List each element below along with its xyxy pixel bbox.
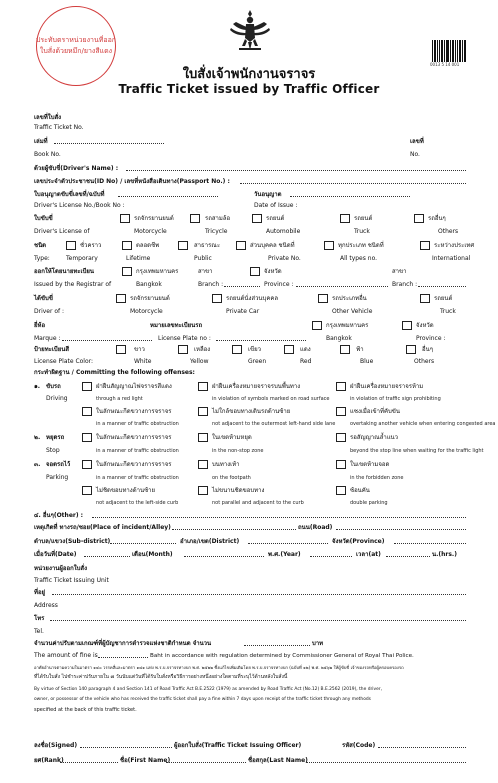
- registrar-province-label-en: Province :: [264, 281, 294, 288]
- license-automobile-label-en: Automobile: [266, 228, 301, 235]
- offense-red-light-label: ฝ่าฝืนสัญญาณไฟจราจรสีแดง: [96, 383, 172, 390]
- plate-province-label-en: Province :: [416, 335, 446, 342]
- offenses-header: กระทำผิดฐาน / Committing the following offenses:: [34, 369, 195, 376]
- color-green-label-en: Green: [248, 358, 267, 365]
- license-others-label: รถอื่นๆ: [428, 215, 446, 222]
- kind-temporary-label: ชั่วคราว: [80, 242, 102, 249]
- license-type-label-th: ใบขับขี่: [34, 215, 53, 222]
- book-no-label-en: Book No.: [34, 151, 61, 158]
- rank-label: ยศ(Rank): [34, 757, 64, 764]
- color-white-label: ขาว: [134, 346, 145, 353]
- license-others-label-en: Others: [438, 228, 459, 235]
- vehicle-label-en: Driver of :: [34, 308, 65, 315]
- license-motorcycle-label-en: Motorcycle: [134, 228, 167, 235]
- color-yellow-label: เหลือง: [194, 346, 211, 353]
- issue-date-label-th: วันอนุญาต: [254, 191, 282, 198]
- ticket-no-label-en: Traffic Ticket No.: [34, 124, 84, 131]
- park-footpath-label-en: on the footpath: [212, 475, 251, 481]
- kind-international-label: ระหว่างประเทศ: [434, 242, 475, 249]
- offense-parking-label-en: Parking: [46, 474, 69, 481]
- stop-non-stop-zone-label-en: in the non-stop zone: [212, 448, 264, 454]
- license-truck-label: รถยนต์: [354, 215, 373, 222]
- park-obstruction-label-en: in a manner of traffic obstruction: [96, 475, 179, 481]
- marque-label-th: ยี่ห้อ: [34, 322, 46, 329]
- kind-all-types-checkbox[interactable]: [324, 241, 334, 250]
- code-field[interactable]: [378, 747, 466, 748]
- address-field[interactable]: [52, 594, 466, 595]
- incident-place-label: เหตุเกิดที่ ทางรถ/ซอย(Place of incident/Alley): [34, 524, 171, 531]
- garuda-emblem-icon: [228, 8, 272, 54]
- vehicle-other-label: รถประเภทอื่น: [332, 295, 367, 302]
- offense-red-light-label-en: through a red light: [96, 396, 143, 402]
- tel-label-en: Tel.: [34, 628, 44, 635]
- driver-id-field[interactable]: [240, 183, 466, 184]
- vehicle-private-car-label-en: Private Car: [226, 308, 260, 315]
- park-parallel-label-en: not parallel and adjacent to the curb: [212, 500, 304, 506]
- signed-label: ลงชื่อ(Signed): [34, 742, 78, 749]
- color-green-label: เขียว: [248, 346, 262, 353]
- hrs-label: น.(hrs.): [432, 551, 457, 558]
- stop-beyond-line-checkbox[interactable]: [336, 433, 346, 442]
- road-field[interactable]: [336, 529, 466, 530]
- vehicle-other-label-en: Other Vehicle: [332, 308, 373, 315]
- park-obstruction-checkbox[interactable]: [82, 460, 92, 469]
- vehicle-motorcycle-checkbox[interactable]: [116, 294, 126, 303]
- license-truck-label-en: Truck: [354, 228, 370, 235]
- registrar-bangkok-label-en: Bangkok: [136, 281, 162, 288]
- rank-field[interactable]: [60, 762, 118, 763]
- registrar-branch2-label: สาขา: [392, 268, 407, 275]
- title-thai: ใบสั่งเจ้าพนักงานจราจร: [182, 67, 316, 82]
- kind-public-checkbox[interactable]: [178, 241, 188, 250]
- registrar-branch2-label-en: Branch :: [392, 281, 418, 288]
- color-blue-label-en: Blue: [360, 358, 374, 365]
- stop-obstruction-label: ในลักษณะกีดขวางการจราจร: [96, 434, 172, 441]
- kind-public-label: สาธารณะ: [194, 242, 221, 249]
- kind-international-checkbox[interactable]: [420, 241, 430, 250]
- park-double-label-en: double parking: [350, 500, 388, 506]
- registrar-branch2-field[interactable]: [418, 286, 466, 287]
- fine-line-english: The amount of fine is: [34, 652, 98, 659]
- legal-text-english-3: specified at the back of this traffic ticket.: [34, 707, 137, 713]
- license-others-checkbox[interactable]: [414, 214, 424, 223]
- time-label: เวลา(at): [356, 551, 381, 558]
- park-footpath-checkbox[interactable]: [198, 460, 208, 469]
- district-label: อำเภอ/เขต(District): [180, 538, 240, 545]
- plate-province-label: จังหวัด: [416, 322, 434, 329]
- vehicle-private-car-label: รถยนต์นั่งส่วนบุคคล: [226, 295, 279, 302]
- marque-field[interactable]: [62, 340, 152, 341]
- year-label: พ.ศ.(Year): [268, 551, 301, 558]
- driver-id-label: เลขประจำตัวประชาชน(ID No) / เลขที่หนังสือเดินทาง(Passport No.) :: [34, 178, 230, 185]
- registrar-province-label: จังหวัด: [264, 268, 282, 275]
- plate-no-field[interactable]: [216, 340, 306, 341]
- registrar-label-th: ออกให้โดยนายทะเบียน: [34, 268, 94, 275]
- license-tricycle-label: รถสามล้อ: [205, 215, 231, 222]
- barcode-icon: [432, 40, 466, 62]
- offense-left-lane-checkbox[interactable]: [198, 407, 208, 416]
- offense-traffic-sign-checkbox[interactable]: [336, 382, 346, 391]
- address-label-en: Address: [34, 602, 58, 609]
- vehicle-truck-checkbox[interactable]: [420, 294, 430, 303]
- no-label-th: เลขที่: [410, 138, 424, 145]
- vehicle-label-th: ได้ขับขี่: [34, 295, 53, 302]
- kind-private-label: ส่วนบุคคล ชนิดที่: [250, 242, 295, 249]
- color-yellow-checkbox[interactable]: [178, 345, 188, 354]
- issuing-unit-label-th: หน่วยงานผู้ออกใบสั่ง: [34, 565, 88, 572]
- registrar-branch-field[interactable]: [224, 286, 260, 287]
- plate-no-label-en: License Plate no :: [158, 335, 211, 342]
- offense-left-lane-label-en: not adjacent to the outermost left-hand side lane: [212, 421, 336, 427]
- date-field[interactable]: [84, 556, 130, 557]
- fine-baht-label: บาท: [312, 640, 324, 647]
- offense-obstruction-label-en: in a manner of traffic obstruction: [96, 421, 179, 427]
- marque-label-en: Marque :: [34, 335, 61, 342]
- registrar-branch-label: สาขา: [198, 268, 213, 275]
- plate-color-label-th: ป้ายทะเบียนสี: [34, 346, 70, 353]
- plate-province-checkbox[interactable]: [402, 321, 412, 330]
- license-no-label-en: Driver's License No./Book No :: [34, 202, 125, 209]
- offense-driving-label-en: Driving: [46, 395, 68, 402]
- offense-traffic-sign-label-en: in violation of traffic sign prohibiting: [350, 396, 441, 402]
- offense-traffic-sign-label: ฝ่าฝืนเครื่องหมายจราจรห้าม: [350, 383, 424, 390]
- no-label-en: No.: [410, 151, 420, 158]
- offense-road-surface-label-en: in violation of symbols marked on road surface: [212, 396, 330, 402]
- province-field[interactable]: [394, 543, 466, 544]
- vehicle-truck-label: รถยนต์: [434, 295, 453, 302]
- incident-place-field[interactable]: [172, 529, 296, 530]
- registrar-province-checkbox[interactable]: [250, 267, 260, 276]
- fine-amount-field[interactable]: [244, 645, 310, 646]
- offense-3-number: ๓.: [34, 461, 41, 468]
- address-label-th: ที่อยู่: [34, 589, 46, 596]
- driver-name-field[interactable]: [126, 170, 466, 171]
- license-truck-checkbox[interactable]: [340, 214, 350, 223]
- barcode-number: 0013 5 14 001: [430, 62, 460, 67]
- park-left-curb-checkbox[interactable]: [82, 486, 92, 495]
- province-label: จังหวัด(Province): [332, 538, 385, 545]
- offense-obstruction-label: ในลักษณะกีดขวางการจราจร: [96, 408, 172, 415]
- time-field[interactable]: [386, 556, 430, 557]
- offense-other-field[interactable]: [92, 517, 466, 518]
- license-tricycle-label-en: Tricycle: [205, 228, 228, 235]
- license-automobile-checkbox[interactable]: [252, 214, 262, 223]
- stop-obstruction-label-en: in a manner of traffic obstruction: [96, 448, 179, 454]
- road-label: ถนน(Road): [298, 524, 333, 531]
- kind-private-checkbox[interactable]: [236, 241, 246, 250]
- kind-lifetime-checkbox[interactable]: [122, 241, 132, 250]
- color-others-label-en: Others: [414, 358, 435, 365]
- park-double-label: ซ้อนคัน: [350, 487, 370, 494]
- color-red-label: แดง: [300, 346, 311, 353]
- issue-date-field[interactable]: [290, 196, 410, 197]
- stamp-text-2: ใบสั่งด้วยหมึก/ยางสีแดง: [39, 47, 113, 55]
- signature-field[interactable]: [80, 747, 172, 748]
- stop-obstruction-checkbox[interactable]: [82, 433, 92, 442]
- title-english: Traffic Ticket issued by Traffic Officer: [118, 82, 380, 96]
- park-forbidden-zone-label-en: in the forbidden zone: [350, 475, 404, 481]
- subdistrict-field[interactable]: [110, 543, 176, 544]
- stop-non-stop-zone-label: ในเขตห้ามหยุด: [212, 434, 252, 441]
- color-white-checkbox[interactable]: [116, 345, 126, 354]
- date-label: เมื่อวันที่(Date): [34, 551, 77, 558]
- offense-road-surface-label: ฝ่าฝืนเครื่องหมายจราจรบนพื้นทาง: [212, 383, 301, 390]
- offense-2-number: ๒.: [34, 434, 41, 441]
- registrar-bangkok-label: กรุงเทพมหานคร: [136, 268, 179, 275]
- offense-left-lane-label: ไม่ใกล้ขอบทางเดินรถด้านซ้าย: [212, 408, 291, 415]
- stamp-text-1: ประทับตราหน่วยงานที่ออก: [35, 36, 117, 44]
- vehicle-motorcycle-label: รถจักรยานยนต์: [130, 295, 170, 302]
- license-automobile-label: รถยนต์: [266, 215, 285, 222]
- fine-line-english-2: Baht in accordance with regulation determined by Commissioner General of Royal Thai Police.: [150, 653, 414, 659]
- kind-lifetime-label-en: Lifetime: [126, 255, 151, 262]
- offense-overtaking-checkbox[interactable]: [336, 407, 346, 416]
- license-motorcycle-label: รถจักรยานยนต์: [134, 215, 174, 222]
- issuing-unit-label-en: Traffic Ticket Issuing Unit: [34, 577, 109, 584]
- offense-obstruction-checkbox[interactable]: [82, 407, 92, 416]
- legal-text-english-1: By virtue of Section 140 paragraph 4 and Section 141 of Road Traffic Act B.E.2522 (1979) as amended by Road Traffic Act (No.12) B.E.2562 (2019), the driver,: [34, 687, 383, 692]
- stop-beyond-line-label-en: beyond the stop line when waiting for the traffic light: [350, 448, 484, 454]
- offense-parking-label: จอดรถไว้: [46, 461, 71, 468]
- color-red-label-en: Red: [300, 358, 312, 365]
- registrar-branch-label-en: Branch :: [198, 281, 224, 288]
- tel-field[interactable]: [50, 620, 466, 621]
- kind-temporary-label-en: Temporary: [66, 255, 98, 262]
- year-field[interactable]: [310, 556, 352, 557]
- stop-non-stop-zone-checkbox[interactable]: [198, 433, 208, 442]
- first-name-field[interactable]: [166, 762, 246, 763]
- color-blue-checkbox[interactable]: [340, 345, 350, 354]
- offense-other-label: ๔. อื่นๆ(Other) :: [34, 512, 84, 519]
- park-left-curb-label: ไม่ชิดขอบทางด้านซ้าย: [96, 487, 156, 494]
- license-tricycle-checkbox[interactable]: [190, 214, 200, 223]
- color-red-checkbox[interactable]: [284, 345, 294, 354]
- park-forbidden-zone-label: ในเขตห้ามจอด: [350, 461, 390, 468]
- month-field[interactable]: [184, 556, 264, 557]
- plate-bangkok-checkbox[interactable]: [312, 321, 322, 330]
- driver-name-label: ด้วยผู้ขับขี่(Driver's Name) :: [34, 165, 119, 172]
- park-left-curb-label-en: not adjacent to the left-side curb: [96, 500, 179, 506]
- legal-text-thai-2: ที่ได้รับใบสั่ง ไปชำระค่าปรับภายใน ๗ วันนับแต่วันที่ได้รับใบสั่งหรือวิธีการอย่างหนึ่งอย่างใดตามที่ระบุไว้ด้านหลังใบสั่งนี้: [34, 674, 288, 680]
- code-label: รหัส(Code): [342, 742, 376, 749]
- book-no-field[interactable]: [54, 143, 164, 144]
- vehicle-motorcycle-label-en: Motorcycle: [130, 308, 163, 315]
- kind-private-label-en: Private No.: [268, 255, 301, 262]
- registrar-bangkok-checkbox[interactable]: [122, 267, 132, 276]
- color-others-label: อื่นๆ: [422, 346, 433, 353]
- color-yellow-label-en: Yellow: [190, 358, 209, 365]
- kind-all-types-label: ทุกประเภท ชนิดที่: [338, 242, 384, 249]
- license-motorcycle-checkbox[interactable]: [120, 214, 130, 223]
- kind-public-label-en: Public: [194, 255, 212, 262]
- fine-line-thai: จำนวนค่าปรับตามเกณฑ์ที่ผู้บัญชาการตำรวจแห่งชาติกำหนด จำนวน: [34, 640, 212, 647]
- last-name-field[interactable]: [306, 762, 466, 763]
- vehicle-truck-label-en: Truck: [440, 308, 456, 315]
- kind-temporary-checkbox[interactable]: [66, 241, 76, 250]
- issuer-label: ผู้ออกใบสั่ง(Traffic Ticket Issuing Officer): [174, 742, 302, 749]
- tel-label-th: โทร: [34, 615, 45, 622]
- legal-text-english-2: owner, or possessor of the vehicle who has received the traffic ticket shall pay a fine within 7 days upon receipt of the traffic ticket through any methods: [34, 697, 371, 702]
- registrar-province-field[interactable]: [296, 286, 388, 287]
- plate-bangkok-label: กรุงเทพมหานคร: [326, 322, 369, 329]
- stop-beyond-line-label: รอสัญญาณล้ำแนว: [350, 434, 399, 441]
- registrar-label-en: Issued by the Registrar of: [34, 281, 112, 288]
- subdistrict-label: ตำบล/แขวง(Sub-district): [34, 538, 111, 545]
- color-others-checkbox[interactable]: [406, 345, 416, 354]
- legal-text-thai-1: อาศัยอำนาจตามความในมาตรา ๑๔๐ วรรคสี่และมาตรา ๑๔๑ แห่ง พ.ร.บ.จราจรทางบก พ.ศ. ๒๕๒๒ ซึ่งแก้ไขเพิ่มเติมโดย พ.ร.บ.จราจรทางบก (ฉบับที่ ๑๒) พ.ศ. ๒๕๖๒ ให้ผู้ขับขี่ เจ้าของรถหรือผู้ครอบครองรถ: [34, 665, 404, 670]
- fine-amount-field-en[interactable]: [98, 657, 148, 658]
- offense-red-light-checkbox[interactable]: [82, 382, 92, 391]
- park-forbidden-zone-checkbox[interactable]: [336, 460, 346, 469]
- ticket-no-label-th: เลขที่ใบสั่ง: [34, 114, 62, 121]
- color-white-label-en: White: [134, 358, 152, 365]
- district-field[interactable]: [248, 543, 328, 544]
- license-no-label-th: ใบอนุญาตขับขี่เลขที่/ฉบับที่: [34, 191, 105, 198]
- kind-international-label-en: International: [432, 255, 471, 262]
- vehicle-other-checkbox[interactable]: [318, 294, 328, 303]
- license-type-label-en: Driver's License of: [34, 228, 90, 235]
- offense-stop-label-en: Stop: [46, 447, 60, 454]
- offense-stop-label: หยุดรถ: [46, 434, 65, 441]
- issue-date-label-en: Date of Issue :: [254, 202, 298, 209]
- last-name-label: ชื่อสกุล(Last Name): [248, 757, 308, 764]
- color-green-checkbox[interactable]: [232, 345, 242, 354]
- park-footpath-label: บนทางเท้า: [212, 461, 240, 468]
- plate-bangkok-label-en: Bangkok: [326, 335, 352, 342]
- offense-road-surface-checkbox[interactable]: [198, 382, 208, 391]
- plate-no-label-th: หมายเลขทะเบียนรถ: [150, 322, 203, 329]
- vehicle-private-car-checkbox[interactable]: [212, 294, 222, 303]
- license-kind-label-en: Type:: [34, 255, 50, 262]
- license-kind-label-th: ชนิด: [34, 242, 47, 249]
- offense-driving-label: ขับรถ: [46, 383, 61, 390]
- color-blue-label: ฟ้า: [356, 346, 364, 353]
- month-label: เดือน(Month): [132, 551, 173, 558]
- offense-overtaking-label: แซงเมื่อเข้าที่คับขัน: [350, 408, 400, 415]
- park-parallel-label: ไม่ขนานชิดขอบทาง: [212, 487, 265, 494]
- park-obstruction-label: ในลักษณะกีดขวางการจราจร: [96, 461, 172, 468]
- plate-color-label-en: License Plate Color:: [34, 358, 94, 365]
- offense-overtaking-label-en: overtaking another vehicle when entering congested area: [350, 421, 496, 427]
- park-double-checkbox[interactable]: [336, 486, 346, 495]
- kind-lifetime-label: ตลอดชีพ: [136, 242, 160, 249]
- first-name-label: ชื่อ(First Name): [120, 757, 171, 764]
- license-no-field[interactable]: [118, 196, 218, 197]
- offense-1-number: ๑.: [34, 383, 41, 390]
- book-no-label-th: เล่มที่: [34, 138, 48, 145]
- kind-all-types-label-en: All types no.: [340, 255, 378, 262]
- park-parallel-checkbox[interactable]: [198, 486, 208, 495]
